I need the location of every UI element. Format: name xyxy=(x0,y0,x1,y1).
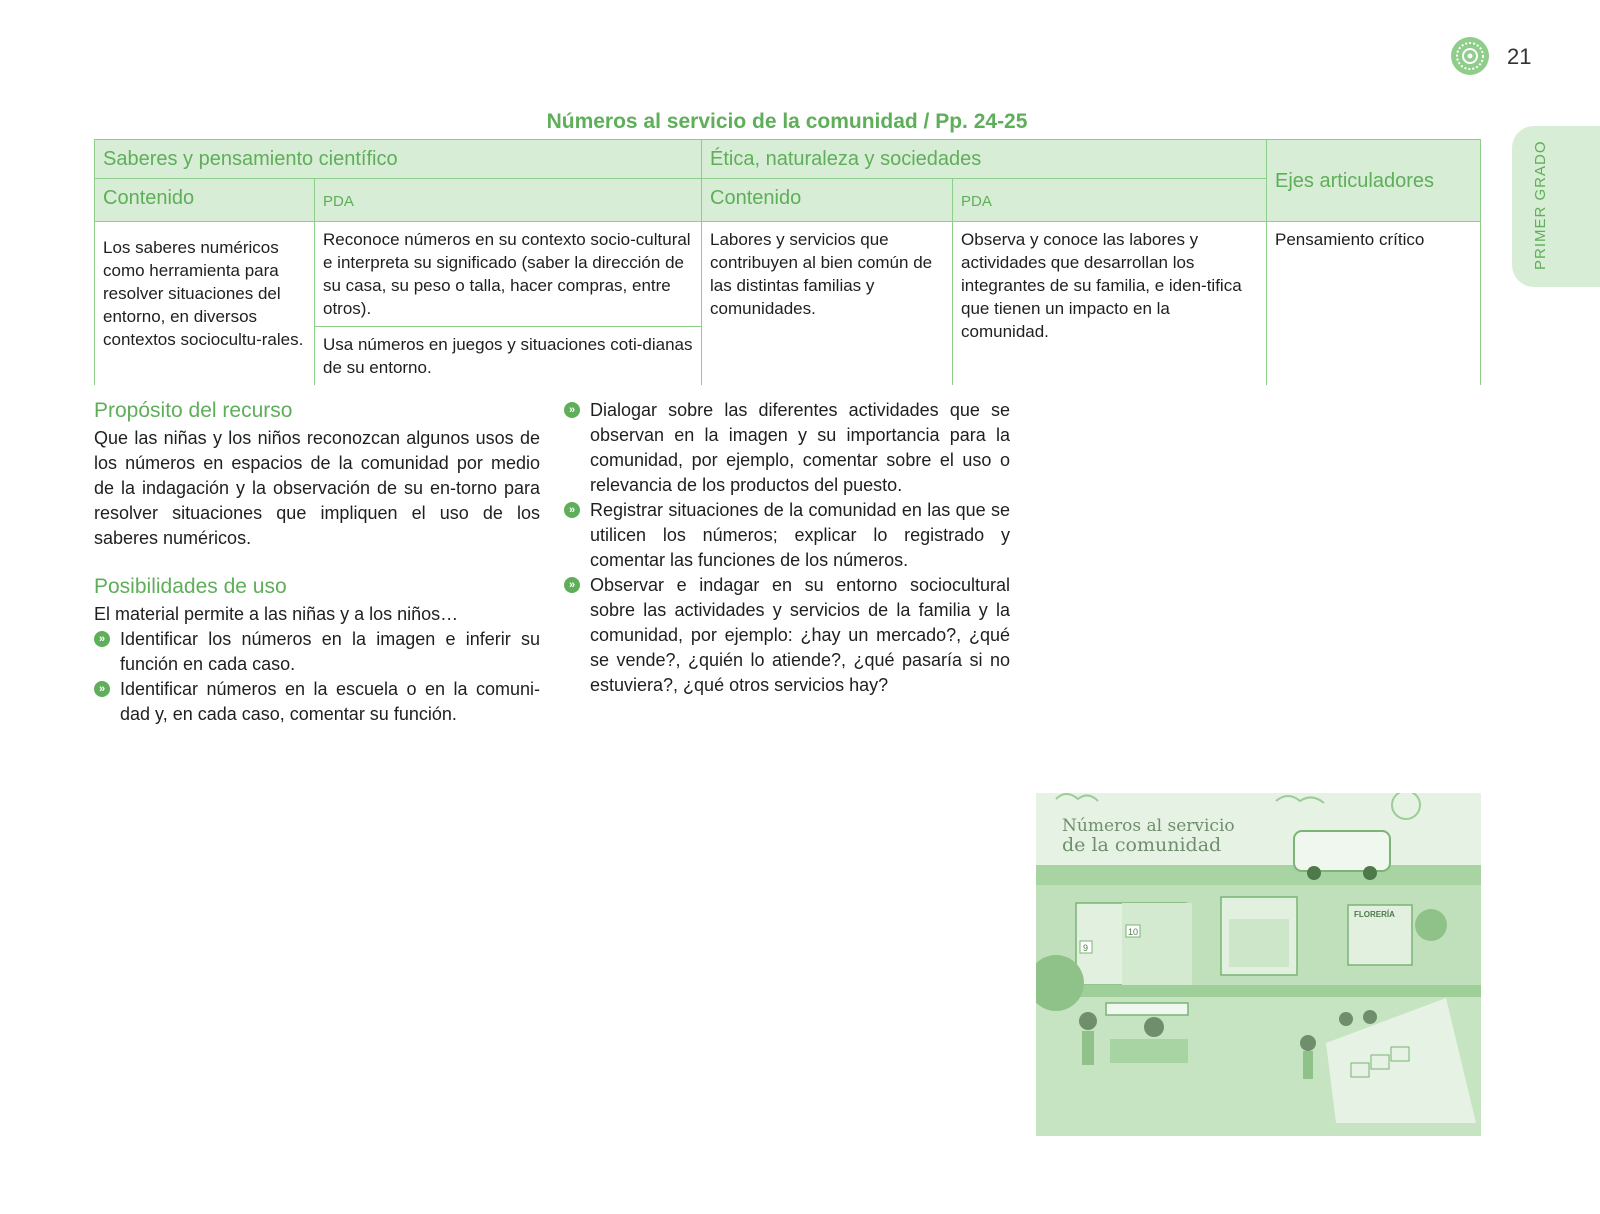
list-item: » Registrar situaciones de la comunidad en las que se utilicen los números; explicar lo registrado y comentar las funciones de los números. xyxy=(564,498,1010,573)
posibilidades-intro: El material permite a las niñas y a los niños… xyxy=(94,604,459,624)
bullet-arrow-icon: » xyxy=(94,631,110,647)
side-tab-label: PRIMER GRADO xyxy=(1532,140,1549,270)
subhead-contenido: Contenido xyxy=(702,179,953,222)
proposito-title: Propósito del recurso xyxy=(94,399,293,422)
list-item: » Dialogar sobre las diferentes actividades que se observan en la imagen y su importancia para la comunidad, por ejemplo, comentar sobre el uso o relevancia de los productos del puesto. xyxy=(564,398,1010,498)
list-item: » Observar e indagar en su entorno sociocultural sobre las actividades y servicios de la familia y la comunidad, por ejemplo: ¿hay un mercado?, ¿qué se vende?, ¿quién lo atiende?, ¿qué pasaría si no estuviera?, ¿qué otros servicios hay? xyxy=(564,573,1010,698)
illustration-title-line1: Números al servicio xyxy=(1062,816,1235,836)
group-saberes: Saberes y pensamiento científico xyxy=(95,140,702,179)
subhead-contenido: Contenido xyxy=(95,179,315,222)
saberes-pda-cell: Usa números en juegos y situaciones coti-dianas de su entorno. xyxy=(315,327,702,386)
posibilidades-continued xyxy=(564,398,1010,698)
proposito-text: Que las niñas y los niños reconozcan algunos usos de los números en espacios de la comunidad por medio de la indagación y la observación de su en-torno para resolver situaciones que impliquen el uso de los saberes numéricos. xyxy=(94,428,540,548)
illustration-title-line2: de la comunidad xyxy=(1062,834,1222,856)
group-ejes: Ejes articuladores xyxy=(1267,140,1481,222)
etica-pda-cell: Observa y conoce las labores y actividades que desarrollan los integrantes de su familia, e iden-tifica que tienen un impacto en la comunidad. xyxy=(953,222,1267,386)
subhead-pda: PDA xyxy=(953,179,1267,222)
side-tab xyxy=(1512,126,1600,287)
saberes-contenido-cell: Los saberes numéricos como herramienta para resolver situaciones del entorno, en diversos contextos sociocultu-rales. xyxy=(95,222,315,386)
proposito-section xyxy=(94,398,540,551)
saberes-pda-cell: Reconoce números en su contexto socio-cultural e interpreta su significado (saber la dirección de su casa, su peso o talla, hacer compras, entre otros). xyxy=(315,222,702,327)
bullet-arrow-icon: » xyxy=(94,681,110,697)
door-number: 9 xyxy=(1083,943,1089,953)
group-etica: Ética, naturaleza y sociedades xyxy=(702,140,1267,179)
floreria-sign: FLORERÍA xyxy=(1354,910,1395,919)
door-number: 10 xyxy=(1128,927,1139,937)
table-title: Números al servicio de la comunidad / Pp. 24-25 xyxy=(546,110,1028,133)
bullet-arrow-icon: » xyxy=(564,402,580,418)
bullet-arrow-icon: » xyxy=(564,577,580,593)
list-item: » Identificar los números en la imagen e inferir su función en cada caso. xyxy=(94,627,540,677)
ejes-cell: Pensamiento crítico xyxy=(1267,222,1481,386)
emblem-icon xyxy=(1450,36,1490,76)
community-illustration xyxy=(1036,793,1481,1136)
curriculum-table xyxy=(94,139,1481,385)
list-item: » Identificar números en la escuela o en la comuni-dad y, en cada caso, comentar su función. xyxy=(94,677,540,727)
posibilidades-title: Posibilidades de uso xyxy=(94,575,287,598)
page-number: 21 xyxy=(1507,44,1532,69)
etica-contenido-cell: Labores y servicios que contribuyen al bien común de las distintas familias y comunidades. xyxy=(702,222,953,386)
subhead-pda: PDA xyxy=(315,179,702,222)
posibilidades-section xyxy=(94,574,540,727)
bullet-arrow-icon: » xyxy=(564,502,580,518)
